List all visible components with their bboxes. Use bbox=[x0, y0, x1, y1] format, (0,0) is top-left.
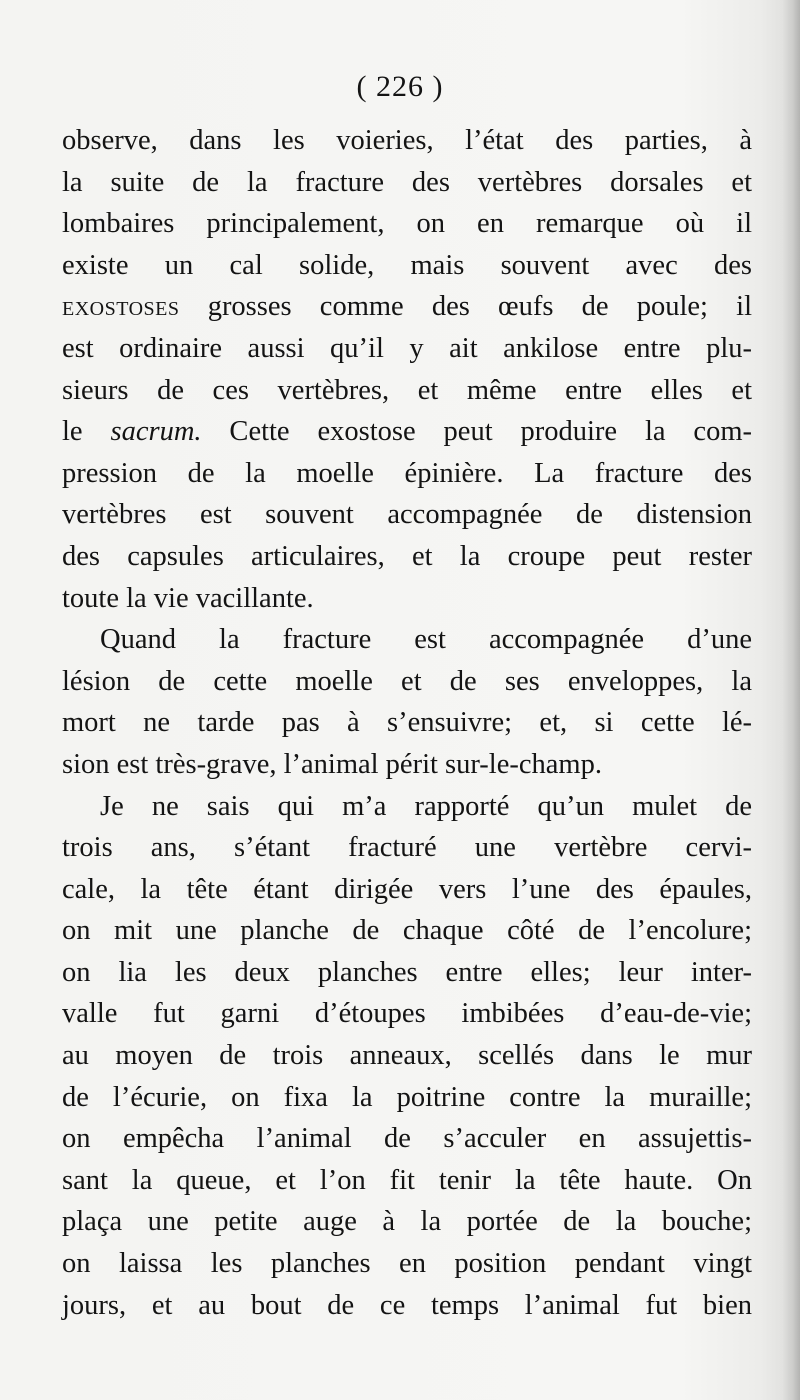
small-caps-term: exostoses bbox=[62, 291, 180, 323]
text-line: on mit une planche de chaque côté de l’encolure; bbox=[62, 915, 752, 947]
text-line: lésion de cette moelle et de ses enveloppes, la bbox=[62, 665, 752, 697]
text-line: plaça une petite auge à la portée de la bouche; bbox=[62, 1206, 752, 1238]
text-line: on empêcha l’animal de s’acculer en assujettis- bbox=[62, 1123, 752, 1155]
text-line: on lia les deux planches entre elles; leur inter- bbox=[62, 956, 752, 988]
text-line: valle fut garni d’étoupes imbibées d’eau-de-vie; bbox=[62, 998, 752, 1030]
text-line: la suite de la fracture des vertèbres dorsales et bbox=[62, 166, 752, 198]
text-line: au moyen de trois anneaux, scellés dans le mur bbox=[62, 1040, 752, 1072]
text-line bbox=[62, 411, 752, 453]
text-line: sieurs de ces vertèbres, et même entre elles et bbox=[62, 374, 752, 406]
text-line: sant la queue, et l’on fit tenir la tête haute. On bbox=[62, 1164, 752, 1196]
text-line: des capsules articulaires, et la croupe peut rester bbox=[62, 540, 752, 572]
text-line bbox=[62, 286, 752, 328]
page-edge-shadow bbox=[782, 0, 800, 1400]
text-segment: grosses comme des œufs de poule; il bbox=[179, 291, 752, 323]
text-line: existe un cal solide, mais souvent avec des bbox=[62, 249, 752, 281]
text-line: on laissa les planches en position pendant vingt bbox=[62, 1248, 752, 1280]
text-line: est ordinaire aussi qu’il y ait ankilose entre plu- bbox=[62, 332, 752, 364]
page-number: ( 226 ) bbox=[356, 70, 444, 103]
text-line: vertèbres est souvent accompagnée de distension bbox=[62, 499, 752, 531]
text-line: Je ne sais qui m’a rapporté qu’un mulet de bbox=[100, 790, 752, 822]
text-line: jours, et au bout de ce temps l’animal fut bien bbox=[62, 1289, 752, 1321]
body-text bbox=[62, 120, 752, 1326]
text-segment: Cette exostose peut produire la com- bbox=[201, 416, 752, 448]
text-line: mort ne tarde pas à s’ensuivre; et, si cette lé- bbox=[62, 707, 752, 739]
text-line: observe, dans les voieries, l’état des parties, à bbox=[62, 125, 752, 156]
text-segment: le bbox=[62, 416, 111, 448]
text-line: sion est très-grave, l’animal périt sur-le-champ. bbox=[62, 748, 602, 780]
text-line: Quand la fracture est accompagnée d’une bbox=[100, 624, 752, 656]
text-line: pression de la moelle épinière. La fracture des bbox=[62, 457, 752, 489]
text-line: lombaires principalement, on en remarque où il bbox=[62, 208, 752, 240]
italic-term: sacrum. bbox=[110, 416, 202, 448]
text-line: toute la vie vacillante. bbox=[62, 582, 314, 614]
text-line: cale, la tête étant dirigée vers l’une des épaules, bbox=[62, 873, 752, 905]
text-line: de l’écurie, on fixa la poitrine contre la muraille; bbox=[62, 1081, 752, 1113]
text-line: trois ans, s’étant fracturé une vertèbre cervi- bbox=[62, 832, 752, 864]
